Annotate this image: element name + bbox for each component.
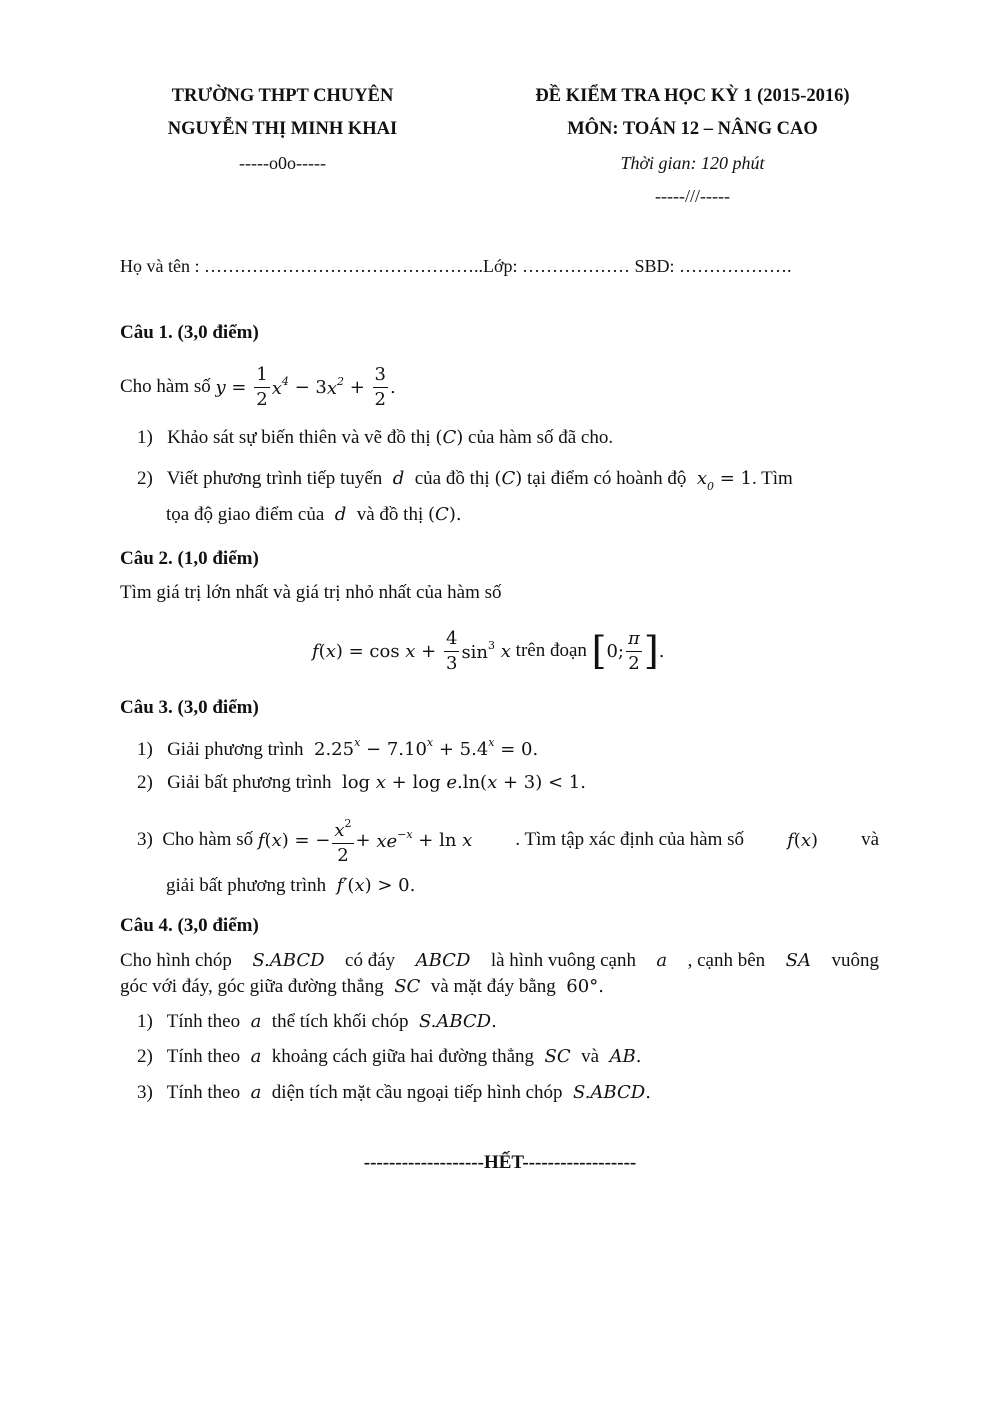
q1-item1-text: Khảo sát sự biến thiên và vẽ đồ thị	[167, 427, 431, 448]
q4-item2-number: 2)	[137, 1046, 153, 1067]
exam-time: Thời gian: 120 phút	[620, 153, 765, 173]
q2-on-segment-text: trên đoạn	[515, 640, 587, 661]
q4-intro-c: là hình vuông cạnh	[490, 950, 636, 971]
q1-item2-text-f: và đồ thị	[356, 504, 424, 525]
q4-intro-d: , cạnh bên	[687, 950, 766, 971]
q3-title: Câu 3. (3,0 điểm)	[120, 697, 259, 718]
q3-item3-text: Cho hàm số	[162, 829, 254, 850]
q1-item2-text-b: của đồ thị	[414, 468, 490, 489]
q4-item3-text: Tính theo	[166, 1082, 241, 1103]
q3-item2-text: Giải bất phương trình	[167, 772, 332, 793]
q3-item3-text-b: . Tìm tập xác định của hàm số	[515, 829, 745, 850]
q1-item2-text-d: . Tìm	[751, 468, 793, 489]
q4-intro-line2: góc với đáy, góc giữa đường thẳng SC và mặt đáy bằng 60°.	[120, 976, 604, 997]
q1-item2-cont: tọa độ giao điểm của d và đồ thị (C).	[166, 504, 462, 525]
q1-item2-number: 2)	[137, 468, 153, 489]
q3-item1-text: Giải phương trình	[167, 739, 304, 760]
q1-item2: 2) Viết phương trình tiếp tuyến d của đồ thị (C) tại điểm có hoành độ $x_0 = 1$. Tìm	[137, 468, 793, 493]
q4-item2-text-c: và	[581, 1046, 600, 1067]
q3-item1: 1) Giải phương trình $2.25^x - 7.10^x + 5.4^x = 0$.	[137, 736, 539, 760]
q3-item2-number: 2)	[137, 772, 153, 793]
school-name-line1: TRƯỜNG THPT CHUYÊN	[171, 86, 394, 106]
q4-item2-text-b: khoảng cách giữa hai đường thẳng	[271, 1046, 535, 1067]
q4-item1-number: 1)	[137, 1011, 153, 1032]
q1-item2-text-e: tọa độ giao điểm của	[166, 504, 325, 525]
q4-intro-e: vuông	[831, 950, 879, 971]
q4-item1-text: Tính theo	[166, 1011, 241, 1032]
q4-item2: 2) Tính theo a khoảng cách giữa hai đường thẳng SC và AB.	[137, 1046, 642, 1067]
end-marker: -------------------HẾT------------------	[363, 1152, 637, 1173]
q1-intro-text: Cho hàm số	[120, 376, 211, 397]
q4-intro-b: có đáy	[345, 950, 396, 971]
exam-subject: MÔN: TOÁN 12 – NÂNG CAO	[567, 119, 818, 139]
exam-title: ĐỀ KIỂM TRA HỌC KỲ 1 (2015-2016)	[535, 86, 850, 106]
q4-item2-text: Tính theo	[166, 1046, 241, 1067]
q4-intro-g: và mặt đáy bằng	[430, 976, 556, 997]
school-separator: -----o0o-----	[239, 153, 326, 173]
q4-title: Câu 4. (3,0 điểm)	[120, 915, 259, 936]
q3-item2: 2) Giải bất phương trình log x + log e.ln(x + 3) < 1.	[137, 772, 586, 793]
q4-item3-number: 3)	[137, 1082, 153, 1103]
q4-item3: 3) Tính theo a diện tích mặt cầu ngoại tiếp hình chóp S.ABCD.	[137, 1082, 651, 1103]
q3-item3-number: 3)	[137, 829, 153, 850]
q3-item3: 3) Cho hàm số f ( x ) = − $\frac{x^2}{2}$ + $xe^{-x}$ + ln x . Tìm tập xác định của hàm số f(x) và	[137, 812, 879, 868]
q4-item1: 1) Tính theo a thể tích khối chóp S.ABCD.	[137, 1011, 497, 1032]
q1-intro: Cho hàm số y = $\frac{1}{2}$ $x^4$ − 3 $x^2$ + $\frac{3}{2}$ .	[120, 363, 396, 410]
q3-item3-cont: giải bất phương trình f′(x) > 0.	[166, 875, 416, 896]
q2-intro: Tìm giá trị lớn nhất và giá trị nhỏ nhất của hàm số	[120, 582, 502, 603]
q4-intro-line1: Cho hình chóp S.ABCD có đáy ABCD là hình vuông cạnh a , cạnh bên SA vuông	[120, 950, 879, 971]
q1-item1-text-end: của hàm số đã cho.	[468, 427, 614, 448]
q1-item1: 1) Khảo sát sự biến thiên và vẽ đồ thị (C) của hàm số đã cho.	[137, 427, 614, 448]
q1-item2-text: Viết phương trình tiếp tuyến	[166, 468, 383, 489]
q2-function-formula: f ( x ) = cos x + $\frac{4}{3}$ $\sin^3$ x trên đoạn [ 0; $\frac{\pi}{2}$ ] .	[312, 627, 665, 674]
q1-item1-number: 1)	[137, 427, 153, 448]
q2-title: Câu 2. (1,0 điểm)	[120, 548, 259, 569]
q4-intro-f: góc với đáy, góc giữa đường thẳng	[120, 976, 384, 997]
q4-item3-text-b: diện tích mặt cầu ngoại tiếp hình chóp	[271, 1082, 563, 1103]
q1-item2-text-c: tại điểm có hoành độ	[527, 468, 687, 489]
exam-separator: -----///-----	[655, 186, 730, 206]
school-name-line2: NGUYỄN THỊ MINH KHAI	[167, 119, 398, 139]
q3-item3-text-d: giải bất phương trình	[166, 875, 327, 896]
student-info-line: Họ và tên : ………………………………………..Lớp: ……………… SBD: ……………….	[120, 256, 792, 276]
q4-intro-a: Cho hình chóp	[120, 950, 232, 971]
q3-item3-text-c: và	[861, 829, 879, 850]
q4-item1-text-b: thể tích khối chóp	[271, 1011, 409, 1032]
q1-function-formula: y	[215, 376, 226, 398]
q1-title: Câu 1. (3,0 điểm)	[120, 322, 259, 343]
q3-item1-number: 1)	[137, 739, 153, 760]
